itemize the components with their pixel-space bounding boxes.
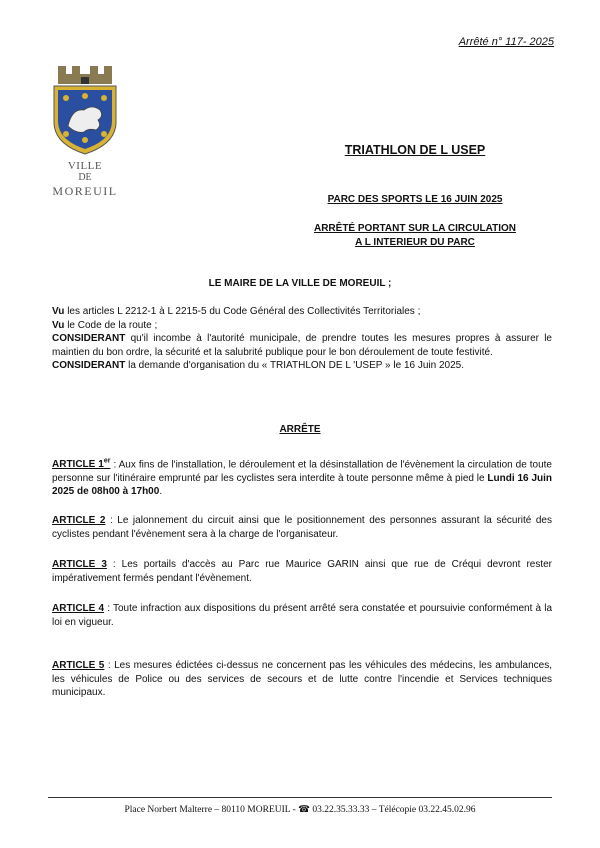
city-line-2: DE [78,172,92,183]
arrete-number: Arrêté n° 117- 2025 [458,36,554,48]
document-title: TRIATHLON DE L USEP [344,143,486,157]
vu-line-1: Vu les articles L 2212-1 à L 2215-5 du Code Général des Collectivités Territoriales ; [52,306,421,317]
arrete-subject-line-2: A L INTERIEUR DU PARC [355,237,475,248]
footer-contact: Place Norbert Malterre – 80110 MOREUIL - ☎ 03.22.35.33.33 – Télécopie 03.22.45.02.96 [124,805,476,815]
city-line-3: MOREUIL [52,184,118,198]
coat-of-arms-logo [44,64,126,156]
maire-heading: LE MAIRE DE LA VILLE DE MOREUIL ; [208,278,392,289]
arrete-subject-line-1: ARRÊTÉ PORTANT SUR LA CIRCULATION [313,223,517,234]
preamble [52,305,552,373]
article-1-label: ARTICLE 1er [52,458,111,471]
crown-icon [58,66,112,84]
article-5-label: ARTICLE 5 [52,660,105,671]
article-4: ARTICLE 4 : Toute infraction aux dispositions du présent arrêté sera constatée et poursuivie conformément à la loi en vigueur. [52,603,552,628]
considerant-1: CONSIDERANT qu'il incombe à l'autorité municipale, de prendre toutes les mesures propres à assurer le maintien du bon ordre, la sécurité et la salubrité publique pour le bon déroulement de toute festivité. [52,333,552,358]
considerant-2: CONSIDERANT la demande d'organisation du « TRIATHLON DE L 'USEP » le 16 Juin 2025. [52,360,464,371]
article-4-label: ARTICLE 4 [52,603,105,614]
city-line-1: VILLE [67,160,103,172]
article-2-label: ARTICLE 2 [52,515,106,526]
article-3-label: ARTICLE 3 [52,559,107,570]
article-3: ARTICLE 3 : Les portails d'accès au Parc rue Maurice GARIN ainsi que rue de Créqui devront rester impérativement fermés pendant l'évènement. [52,559,553,584]
document-subtitle: PARC DES SPORTS LE 16 JUIN 2025 [327,194,503,205]
telephone-icon: ☎ [298,805,310,815]
vu-line-2: Vu le Code de la route ; [52,319,158,331]
arrete-heading: ARRÊTE [279,424,321,435]
article-5: ARTICLE 5 : Les mesures édictées ci-dessus ne concernent pas les véhicules des médecins, les ambulances, les véhicules de Police ou des services de secours et de lutte contre l'incendie et Services techniques municipaux. [52,660,552,698]
article-2: ARTICLE 2 : Le jalonnement du circuit ainsi que le positionnement des personnes assurant la sécurité des cyclistes pendant l'évènement sera à la charge de l'organisateur. [52,515,552,540]
city-name [40,160,130,198]
footer-divider [48,797,552,798]
arrete-subject [300,222,530,250]
article-1: ARTICLE 1er : Aux fins de l'installation, le déroulement et la désinstallation de l'évènement la circulation de toute personne sur l'itinéraire emprunté par les cyclistes sera interdite à toute personne même à pied le Lundi 16 Juin 2025 de 08h00 à 17h00. [52,458,553,498]
